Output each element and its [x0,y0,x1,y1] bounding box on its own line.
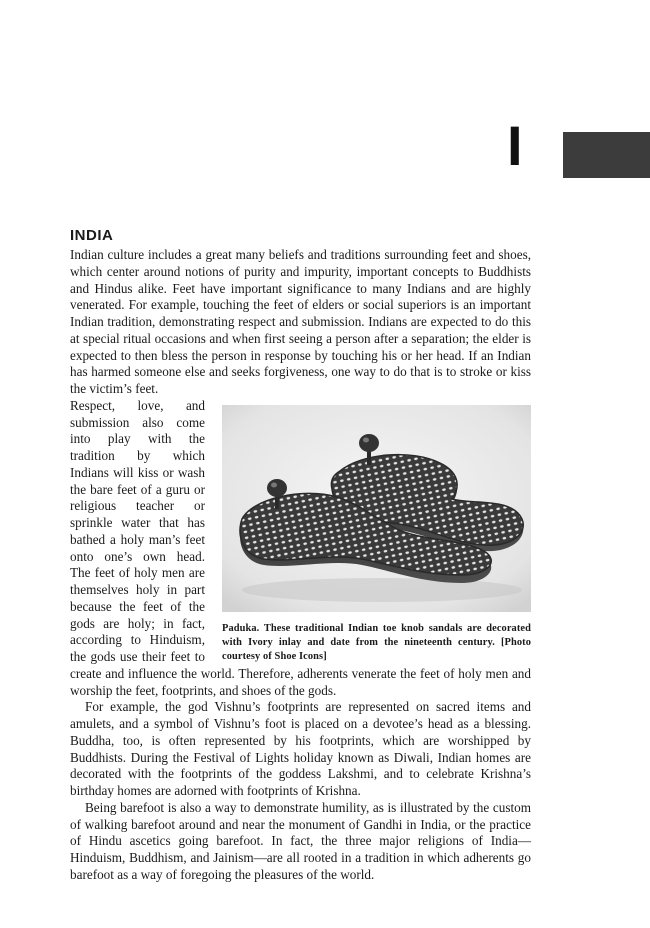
body-text [70,247,531,884]
paragraph: Respect, love, and submission also come into play with the tradition by which Indians will kiss or wash the bare feet of a guru or religious teacher or sprinkle water that has bathed a holy man’s feet onto one’s own head. The feet of holy men are themselves holy in part because the feet of the gods are holy; in fact, according to Hinduism, the gods use their feet to create and influence the world. Therefore, adherents venerate the feet of holy men and worship the feet, footprints, and shoes of the gods. [70,397,531,698]
sandal-figure [222,405,531,664]
chapter-tab [563,132,650,178]
section-heading: INDIA [70,227,114,244]
figure-caption: Paduka. These traditional Indian toe knob sandals are decorated with Ivory inlay and date from the nineteenth century. [Photo courtesy of Shoe Icons] [222,622,531,662]
paragraph: Indian culture includes a great many beliefs and traditions surrounding feet and shoes, which center around notions of purity and impurity, important concepts to Buddhists and Hindus alike. Feet have important significance to many Indians and are highly venerated. For example, touching the feet of elders or social superiors is an important Indian tradition, demonstrating respect and submission. Indians are expected to do this at special ritual occasions and when first seeing a person after a separation; the elder is expected to then bless the person in response by touching his or her head. If an Indian has harmed someone else and seeks forgiveness, one way to do that is to stroke or kiss the victim’s feet. [70,247,531,396]
paduka-sandals-photo [222,405,531,612]
paragraph: Being barefoot is also a way to demonstrate humility, as is illustrated by the custom of walking barefoot around and near the monument of Gandhi in India, or the practice of Hindu ascetics going barefoot. In fact, the three major religions of India—Hinduism, Buddhism, and Jainism—are all rooted in a tradition in which adherents go barefoot as a way of foregoing the pleasures of the world. [70,799,531,882]
chapter-letter: I [507,114,523,177]
paragraph: For example, the god Vishnu’s footprints are represented on sacred items and amulets, and a symbol of Vishnu’s foot is placed on a devotee’s head as a blessing. Buddha, too, is often represented by his footprints, which are worshipped by Buddhists. During the Festival of Lights holiday known as Diwali, Indian homes are decorated with the footprints of the goddess Lakshmi, and to celebrate Krishna’s birthday homes are adorned with footprints of Krishna. [70,699,531,798]
